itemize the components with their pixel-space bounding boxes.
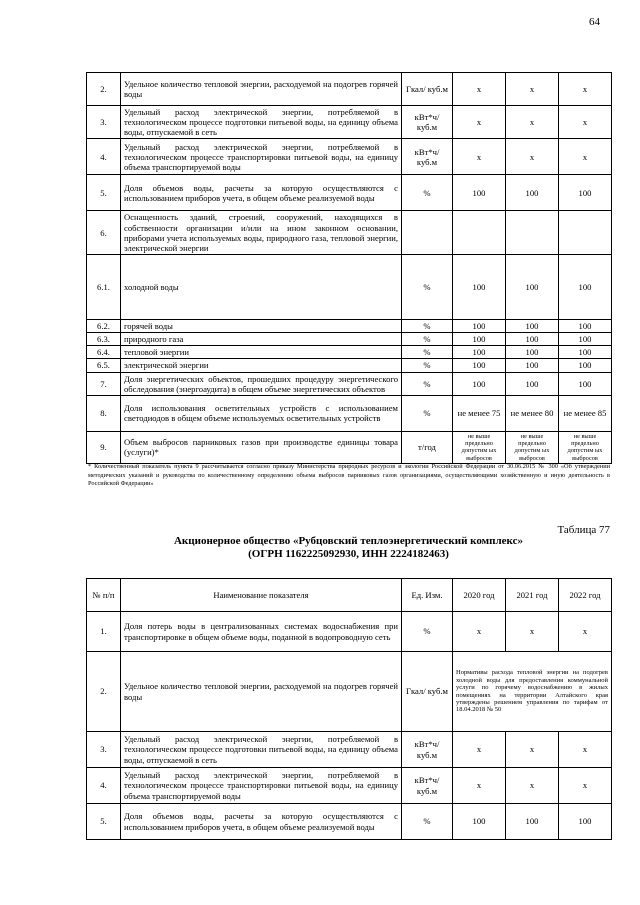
value-2022: 100	[559, 319, 612, 332]
indicator-name: Доля использования осветительных устройств с использованием светодиодов в общем объеме используемых осветительных устройств	[121, 395, 402, 431]
unit: %	[402, 395, 453, 431]
row-number: 2.	[87, 652, 121, 732]
unit: %	[402, 804, 453, 840]
unit: т/год	[402, 431, 453, 463]
value-2020: 100	[453, 319, 506, 332]
row-number: 4.	[87, 768, 121, 804]
value-2022: х	[559, 73, 612, 106]
row-number: 4.	[87, 139, 121, 175]
value-2021: х	[506, 139, 559, 175]
table-header-row	[87, 579, 612, 612]
indicator-name: тепловой энергии	[121, 346, 402, 359]
table-row	[87, 106, 612, 139]
table-row	[87, 346, 612, 359]
value-2022: не менее 85	[559, 395, 612, 431]
header-2022: 2022 год	[559, 579, 612, 612]
row-number: 5.	[87, 804, 121, 840]
row-number: 9.	[87, 431, 121, 463]
value-2022: х	[559, 612, 612, 652]
value-2022: 100	[559, 346, 612, 359]
value-2021: х	[506, 73, 559, 106]
table-row	[87, 359, 612, 372]
indicator-name: Удельный расход электрической энергии, потребляемой в технологическом процессе транспортировки питьевой воды, на единицу объема транспортируемой воды	[121, 139, 402, 175]
row-number: 6.2.	[87, 319, 121, 332]
table-row	[87, 319, 612, 332]
value-2020	[453, 211, 506, 255]
table-row	[87, 139, 612, 175]
value-2022: х	[559, 768, 612, 804]
table-row	[87, 652, 612, 732]
header-name: Наименование показателя	[121, 579, 402, 612]
unit: %	[402, 319, 453, 332]
unit: кВт*ч/ куб.м	[402, 139, 453, 175]
table-label: Таблица 77	[557, 524, 610, 536]
table-row	[87, 732, 612, 768]
table-row	[87, 211, 612, 255]
header-unit: Ед. Изм.	[402, 579, 453, 612]
row-number: 7.	[87, 372, 121, 395]
unit: %	[402, 372, 453, 395]
indicator-name: Доля объемов воды, расчеты за которую осуществляются с использованием приборов учета, в общем объеме реализуемой воды	[121, 175, 402, 211]
header-2020: 2020 год	[453, 579, 506, 612]
value-2020: не выше предельно допустим ых выбросов	[453, 431, 506, 463]
unit: кВт*ч/ куб.м	[402, 768, 453, 804]
value-2020: 100	[453, 372, 506, 395]
indicator-name: Удельное количество тепловой энергии, расходуемой на подогрев горячей воды	[121, 73, 402, 106]
value-2021: 100	[506, 254, 559, 319]
page-number: 64	[589, 16, 600, 28]
unit: %	[402, 254, 453, 319]
indicators-table-continued	[86, 72, 612, 464]
header-num: № п/п	[87, 579, 121, 612]
value-2020: не менее 75	[453, 395, 506, 431]
value-2021	[506, 211, 559, 255]
value-2022: 100	[559, 175, 612, 211]
unit: кВт*ч/ куб.м	[402, 106, 453, 139]
row-number: 5.	[87, 175, 121, 211]
value-2022: 100	[559, 372, 612, 395]
row-number: 6.3.	[87, 333, 121, 346]
indicator-name: электрической энергии	[121, 359, 402, 372]
value-2021: х	[506, 612, 559, 652]
value-2021: 100	[506, 372, 559, 395]
unit: Гкал/ куб.м	[402, 652, 453, 732]
value-2020: 100	[453, 254, 506, 319]
row-number: 1.	[87, 612, 121, 652]
value-2021: не менее 80	[506, 395, 559, 431]
unit: %	[402, 346, 453, 359]
table-title-ids: (ОГРН 1162225092930, ИНН 2224182463)	[248, 548, 449, 561]
indicator-name: Доля энергетических объектов, прошедших процедуру энергетического обследования (энергоаудита) в общем объеме энергетических объектов	[121, 372, 402, 395]
value-2022: х	[559, 106, 612, 139]
indicator-name: Доля потерь воды в централизованных системах водоснабжения при транспортировке в общем объеме воды, поданной в водопроводную сеть	[121, 612, 402, 652]
unit	[402, 211, 453, 255]
indicator-name: горячей воды	[121, 319, 402, 332]
unit: Гкал/ куб.м	[402, 73, 453, 106]
value-2022: х	[559, 139, 612, 175]
unit: %	[402, 333, 453, 346]
table-row	[87, 73, 612, 106]
value-2021: х	[506, 732, 559, 768]
row-number: 6.	[87, 211, 121, 255]
indicators-table-77	[86, 578, 612, 840]
value-2022: х	[559, 732, 612, 768]
table-row	[87, 431, 612, 463]
table-row	[87, 254, 612, 319]
footnote: * Количественный показатель пункта 9 рассчитывается согласно приказу Министерства природных ресурсов и экологии Российской Федерации от 30.06.2015 № 300 «Об утверждении методических указаний и руководства по количественному определению объема выбросов парниковых газов организациями, осуществляющими хозяйственную и иную деятельность в Российской Федерации»	[88, 463, 610, 487]
value-2020: х	[453, 612, 506, 652]
value-2020: 100	[453, 175, 506, 211]
indicator-name: Удельный расход электрической энергии, потребляемой в технологическом процессе подготовки питьевой воды, на единицу объема воды, отпускаемой в сеть	[121, 732, 402, 768]
value-2021: х	[506, 106, 559, 139]
table-row	[87, 612, 612, 652]
indicator-name: Удельное количество тепловой энергии, расходуемой на подогрев горячей воды	[121, 652, 402, 732]
value-2021: 100	[506, 319, 559, 332]
value-2022: 100	[559, 359, 612, 372]
table-title	[86, 535, 611, 561]
value-2022: не выше предельно допустим ых выбросов	[559, 431, 612, 463]
table-row	[87, 395, 612, 431]
value-2020: х	[453, 732, 506, 768]
value-2022: 100	[559, 254, 612, 319]
value-2022: 100	[559, 333, 612, 346]
row-number: 6.1.	[87, 254, 121, 319]
table-row	[87, 372, 612, 395]
table-row	[87, 175, 612, 211]
header-2021: 2021 год	[506, 579, 559, 612]
value-2020: 100	[453, 346, 506, 359]
table-row	[87, 804, 612, 840]
value-2020: 100	[453, 359, 506, 372]
indicator-name: Объем выбросов парниковых газов при производстве единицы товара (услуги)*	[121, 431, 402, 463]
unit: %	[402, 175, 453, 211]
indicator-name: Оснащенность зданий, строений, сооружений, находящихся в собственности организации и/или на ином законном основании, приборами учета используемых воды, природного газа, тепловой энергии, электрической энергии	[121, 211, 402, 255]
row-number: 6.5.	[87, 359, 121, 372]
row-number: 3.	[87, 732, 121, 768]
value-2020: х	[453, 768, 506, 804]
value-2021: 100	[506, 346, 559, 359]
indicator-name: холодной воды	[121, 254, 402, 319]
value-2021: 100	[506, 804, 559, 840]
table-row	[87, 768, 612, 804]
row-number: 6.4.	[87, 346, 121, 359]
value-2021: х	[506, 768, 559, 804]
value-2020: х	[453, 73, 506, 106]
indicator-name: Доля объемов воды, расчеты за которую осуществляются с использованием приборов учета, в общем объеме реализуемой воды	[121, 804, 402, 840]
value-2021: 100	[506, 175, 559, 211]
unit: %	[402, 359, 453, 372]
value-2020: 100	[453, 333, 506, 346]
row-number: 2.	[87, 73, 121, 106]
value-2021: не выше предельно допустим ых выбросов	[506, 431, 559, 463]
value-2022: 100	[559, 804, 612, 840]
value-2021: 100	[506, 333, 559, 346]
value-2021: 100	[506, 359, 559, 372]
indicator-name: Удельный расход электрической энергии, потребляемой в технологическом процессе подготовки питьевой воды, на единицу объема воды, отпускаемой в сеть	[121, 106, 402, 139]
value-2020: х	[453, 106, 506, 139]
unit: %	[402, 612, 453, 652]
value-2022	[559, 211, 612, 255]
value-2020: 100	[453, 804, 506, 840]
value-2020: х	[453, 139, 506, 175]
table-row	[87, 333, 612, 346]
indicator-name: Удельный расход электрической энергии, потребляемой в технологическом процессе транспортировки питьевой воды, на единицу объема транспортируемой воды	[121, 768, 402, 804]
indicator-name: природного газа	[121, 333, 402, 346]
row-number: 8.	[87, 395, 121, 431]
unit: кВт*ч/ куб.м	[402, 732, 453, 768]
row-number: 3.	[87, 106, 121, 139]
table-title-company: Акционерное общество «Рубцовский теплоэнергетический комплекс»	[173, 535, 523, 547]
merged-norm-note: Нормативы расхода тепловой энергии на подогрев холодной воды для предоставления коммунальной услуги по горячему водоснабжению в жилых помещениях на территории Алтайского края утверждены решением управления по тарифам от 18.04.2018 № 50	[453, 652, 612, 732]
